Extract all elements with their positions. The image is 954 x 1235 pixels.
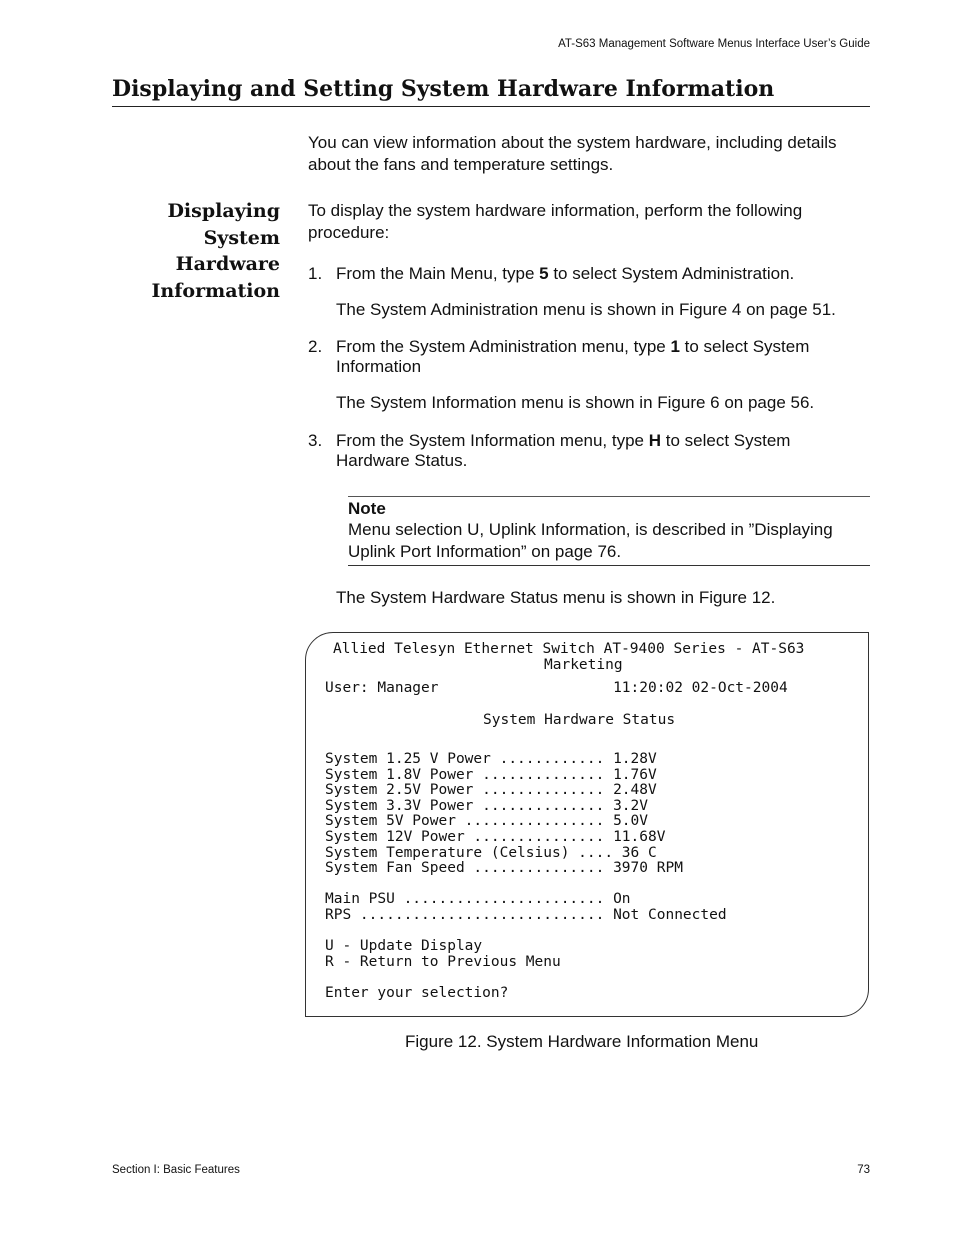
terminal-line: System 1.25 V Power ............ 1.28V <box>325 751 657 767</box>
terminal-line: Main PSU ....................... On <box>325 891 631 907</box>
terminal-prompt: Enter your selection? <box>325 985 509 1001</box>
page-number: 73 <box>857 1164 870 1176</box>
terminal-line: System Temperature (Celsius) .... 36 C <box>325 845 657 861</box>
step-3-text: From the System Information menu, type H to select System Hardware Status. <box>336 431 791 470</box>
terminal-line-user: User: Manager 11:20:02 02-Oct-2004 <box>325 680 788 696</box>
step-2-text: From the System Administration menu, type 1 to select System Information <box>336 337 810 376</box>
step-3-number: 3. <box>308 431 323 450</box>
step-3-key: H <box>648 431 662 450</box>
note-text: Menu selection U, Uplink Information, is described in ”Displaying Uplink Port Information” on page 76. <box>348 520 833 561</box>
terminal-line: System 3.3V Power .............. 3.2V <box>325 798 649 814</box>
running-header: AT-S63 Management Software Menus Interface User’s Guide <box>558 38 870 50</box>
step-1-result: The System Administration menu is shown in Figure 4 on page 51. <box>336 300 836 319</box>
terminal-line: System 12V Power ............... 11.68V <box>325 829 666 845</box>
terminal-menu-option: U - Update Display <box>325 938 483 954</box>
step-2-result: The System Information menu is shown in Figure 6 on page 56. <box>336 393 815 412</box>
terminal-line: System 5V Power ................ 5.0V <box>325 813 649 829</box>
procedure-lead: To display the system hardware information, perform the following procedure: <box>308 201 803 242</box>
step-2-key: 1 <box>670 337 680 356</box>
terminal-line-subtitle: Marketing <box>544 657 623 673</box>
step-1-number: 1. <box>308 264 323 283</box>
terminal-line: System Fan Speed ............... 3970 RPM <box>325 860 683 876</box>
section-heading: Displaying System Hardware Information <box>151 200 280 302</box>
figure-intro: The System Hardware Status menu is shown in Figure 12. <box>336 588 776 607</box>
note-label: Note <box>348 499 386 518</box>
figure-caption: Figure 12. System Hardware Information Menu <box>405 1032 759 1051</box>
step-1-key: 5 <box>539 264 549 283</box>
terminal-line: System 1.8V Power .............. 1.76V <box>325 767 657 783</box>
terminal-screen <box>305 632 869 1017</box>
footer-section: Section I: Basic Features <box>112 1164 240 1176</box>
terminal-menu-option: R - Return to Previous Menu <box>325 954 561 970</box>
terminal-line: RPS ............................ Not Connected <box>325 907 727 923</box>
terminal-line-menu-title: System Hardware Status <box>483 712 676 728</box>
note-box <box>348 496 870 566</box>
step-2-number: 2. <box>308 337 323 356</box>
step-1-text: From the Main Menu, type 5 to select System Administration. <box>336 264 795 283</box>
terminal-line-title: Allied Telesyn Ethernet Switch AT-9400 Series - AT-S63 <box>333 641 805 657</box>
page-title: Displaying and Setting System Hardware Information <box>112 76 870 107</box>
terminal-line: System 2.5V Power .............. 2.48V <box>325 782 657 798</box>
intro-paragraph: You can view information about the system hardware, including details about the fans and temperature settings. <box>308 133 837 174</box>
